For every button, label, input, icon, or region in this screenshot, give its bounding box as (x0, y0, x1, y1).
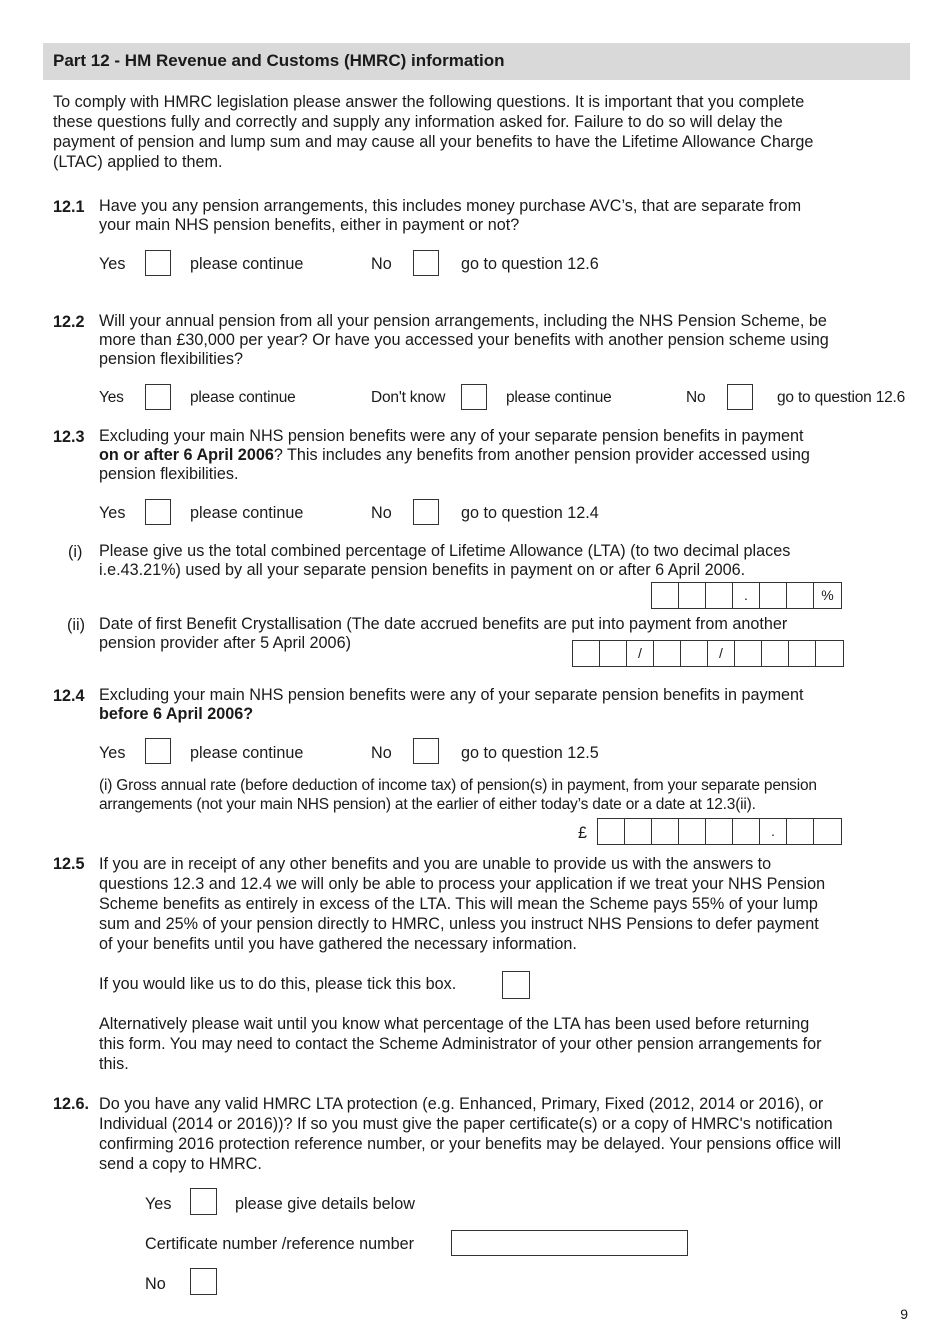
sub-question-number: (ii) (67, 616, 85, 634)
question-line-rest: ? This includes any benefits from another pension provider accessed using (273, 446, 810, 464)
date-cell[interactable] (816, 641, 843, 666)
question-line: this. (99, 1055, 129, 1073)
sub-question-text (99, 776, 817, 814)
question-line: Excluding your main NHS pension benefits were any of your separate pension benefits in payment (99, 686, 804, 704)
date-cell[interactable] (573, 641, 600, 666)
yes-action-label: please continue (190, 744, 304, 762)
certificate-number-input[interactable] (451, 1230, 688, 1256)
digit-cell[interactable] (598, 819, 625, 844)
lta-percentage-field[interactable] (651, 582, 842, 609)
no-checkbox[interactable] (413, 738, 439, 764)
yes-checkbox[interactable] (145, 499, 171, 525)
intro-line: (LTAC) applied to them. (53, 153, 223, 171)
digit-cell[interactable] (679, 819, 706, 844)
yes-action-label: please continue (190, 389, 296, 406)
digit-cell[interactable] (787, 819, 814, 844)
date-cell[interactable] (762, 641, 789, 666)
yes-label: Yes (99, 744, 126, 762)
question-number: 12.3 (53, 428, 85, 446)
question-line: Date of first Benefit Crystallisation (The date accrued benefits are put into payment from another (99, 615, 788, 633)
question-line: pension flexibilities? (99, 350, 243, 368)
no-label: No (371, 255, 392, 273)
question-line: Alternatively please wait until you know what percentage of the LTA has been used before returning (99, 1015, 810, 1033)
yes-checkbox[interactable] (145, 384, 171, 410)
yes-label: Yes (99, 504, 126, 522)
question-line: sum and 25% of your pension directly to HMRC, unless you instruct NHS Pensions to defer payment (99, 915, 819, 933)
yes-label: Yes (145, 1195, 172, 1213)
intro-line: payment of pension and lump sum and may cause all your benefits to have the Lifetime Allowance Charge (53, 133, 814, 151)
digit-cell[interactable] (706, 819, 733, 844)
question-line: Do you have any valid HMRC LTA protection (e.g. Enhanced, Primary, Fixed (2012, 2014 or 2016), or (99, 1095, 824, 1113)
no-action-label: go to question 12.5 (461, 744, 599, 762)
date-cell[interactable] (789, 641, 816, 666)
digit-cell[interactable] (733, 819, 760, 844)
intro-text (53, 92, 813, 172)
question-line: your main NHS pension benefits, either in payment or not? (99, 216, 520, 234)
no-checkbox[interactable] (190, 1268, 217, 1295)
decimal-cell: . (760, 819, 787, 844)
no-action-label: go to question 12.6 (461, 255, 599, 273)
digit-cell[interactable] (625, 819, 652, 844)
yes-label: Yes (99, 255, 126, 273)
question-line: (i) Gross annual rate (before deduction of income tax) of pension(s) in payment, from your separate pension (99, 777, 817, 794)
digit-cell[interactable] (787, 583, 814, 608)
digit-cell[interactable] (706, 583, 733, 608)
intro-line: these questions fully and correctly and supply any information asked for. Failure to do so will delay the (53, 113, 783, 131)
yes-action-label: please continue (190, 504, 304, 522)
sub-question-number: (i) (68, 543, 83, 561)
no-checkbox[interactable] (727, 384, 753, 410)
percent-cell: % (821, 587, 834, 603)
question-line: i.e.43.21%) used by all your separate pension benefits in payment on or after 6 April 2006. (99, 561, 746, 579)
yes-checkbox[interactable] (145, 250, 171, 276)
yes-action-label: please continue (190, 255, 304, 273)
digit-cell[interactable] (760, 583, 787, 608)
decimal-cell: . (733, 583, 760, 608)
yes-checkbox[interactable] (190, 1188, 217, 1215)
yes-label: Yes (99, 389, 124, 406)
question-line: of your benefits until you have gathered the necessary information. (99, 935, 577, 953)
question-line: Please give us the total combined percentage of Lifetime Allowance (LTA) (to two decimal places (99, 542, 791, 560)
question-number: 12.4 (53, 687, 85, 705)
section-title: Part 12 - HM Revenue and Customs (HMRC) information (53, 51, 505, 70)
tick-checkbox[interactable] (502, 971, 530, 999)
question-text (99, 427, 810, 484)
question-text (99, 854, 825, 954)
dontknow-checkbox[interactable] (461, 384, 487, 410)
question-line: pension provider after 5 April 2006) (99, 634, 351, 652)
date-separator: / (627, 641, 654, 666)
question-line: Have you any pension arrangements, this includes money purchase AVC’s, that are separate from (99, 197, 802, 215)
question-line: send a copy to HMRC. (99, 1155, 262, 1173)
question-number: 12.1 (53, 198, 85, 216)
question-line: If you are in receipt of any other benefits and you are unable to provide us with the answers to (99, 855, 772, 873)
question-line: arrangements (not your main NHS pension) at the earlier of either today’s date or a date at 12.3(ii). (99, 796, 756, 813)
digit-cell[interactable] (652, 819, 679, 844)
no-action-label: go to question 12.4 (461, 504, 599, 522)
no-label: No (145, 1275, 166, 1293)
yes-checkbox[interactable] (145, 738, 171, 764)
question-text (99, 197, 801, 235)
question-text (99, 686, 804, 724)
question-number: 12.5 (53, 855, 85, 873)
dontknow-action-label: please continue (506, 389, 612, 406)
digit-cell[interactable] (814, 819, 841, 844)
intro-line: To comply with HMRC legislation please answer the following questions. It is important that you complete (53, 93, 805, 111)
question-line (99, 705, 804, 724)
date-cell[interactable] (654, 641, 681, 666)
digit-cell[interactable] (679, 583, 706, 608)
question-number: 12.2 (53, 313, 85, 331)
no-label: No (371, 504, 392, 522)
no-checkbox[interactable] (413, 250, 439, 276)
question-line: Will your annual pension from all your pension arrangements, including the NHS Pension Scheme, be (99, 312, 827, 330)
no-action-label: go to question 12.6 (777, 389, 906, 406)
date-cell[interactable] (735, 641, 762, 666)
question-line (99, 446, 810, 465)
gross-annual-rate-field[interactable] (597, 818, 842, 845)
question-line: pension flexibilities. (99, 465, 239, 483)
yes-action-label: please give details below (235, 1195, 415, 1213)
question-line: questions 12.3 and 12.4 we will only be able to process your application if we treat your NHS Pension (99, 875, 826, 893)
currency-symbol: £ (578, 824, 588, 842)
date-cell[interactable] (681, 641, 708, 666)
question-text (99, 1094, 841, 1174)
date-separator: / (708, 641, 735, 666)
question-line: this form. You may need to contact the Scheme Administrator of your other pension arrangements for (99, 1035, 822, 1053)
question-line: Excluding your main NHS pension benefits were any of your separate pension benefits in payment (99, 427, 804, 445)
no-label: No (686, 389, 706, 406)
question-text (99, 312, 829, 369)
no-checkbox[interactable] (413, 499, 439, 525)
question-line: confirming 2016 protection reference number, or your benefits may be delayed. Your pensions office will (99, 1135, 842, 1153)
digit-cell[interactable] (652, 583, 679, 608)
alternative-text (99, 1014, 822, 1074)
date-cell[interactable] (600, 641, 627, 666)
question-number: 12.6. (53, 1095, 90, 1113)
dontknow-label: Don't know (371, 389, 446, 406)
section-header (43, 43, 910, 80)
certificate-label: Certificate number /reference number (145, 1235, 415, 1253)
no-label: No (371, 744, 392, 762)
tick-box-label: If you would like us to do this, please tick this box. (99, 975, 457, 993)
crystallisation-date-field[interactable] (572, 640, 844, 667)
question-line: Individual (2014 or 2016))? If so you must give the paper certificate(s) or a copy of HMRC's notification (99, 1115, 833, 1133)
page-number: 9 (900, 1306, 908, 1322)
question-line: Scheme benefits as entirely in excess of the LTA. This will mean the Scheme pays 55% of your lump (99, 895, 818, 913)
question-line: more than £30,000 per year? Or have you accessed your benefits with another pension scheme using (99, 331, 829, 349)
bold-date-text: on or after 6 April 2006 (99, 446, 274, 464)
bold-date-text: before 6 April 2006? (99, 705, 254, 723)
sub-question-text (99, 542, 790, 580)
